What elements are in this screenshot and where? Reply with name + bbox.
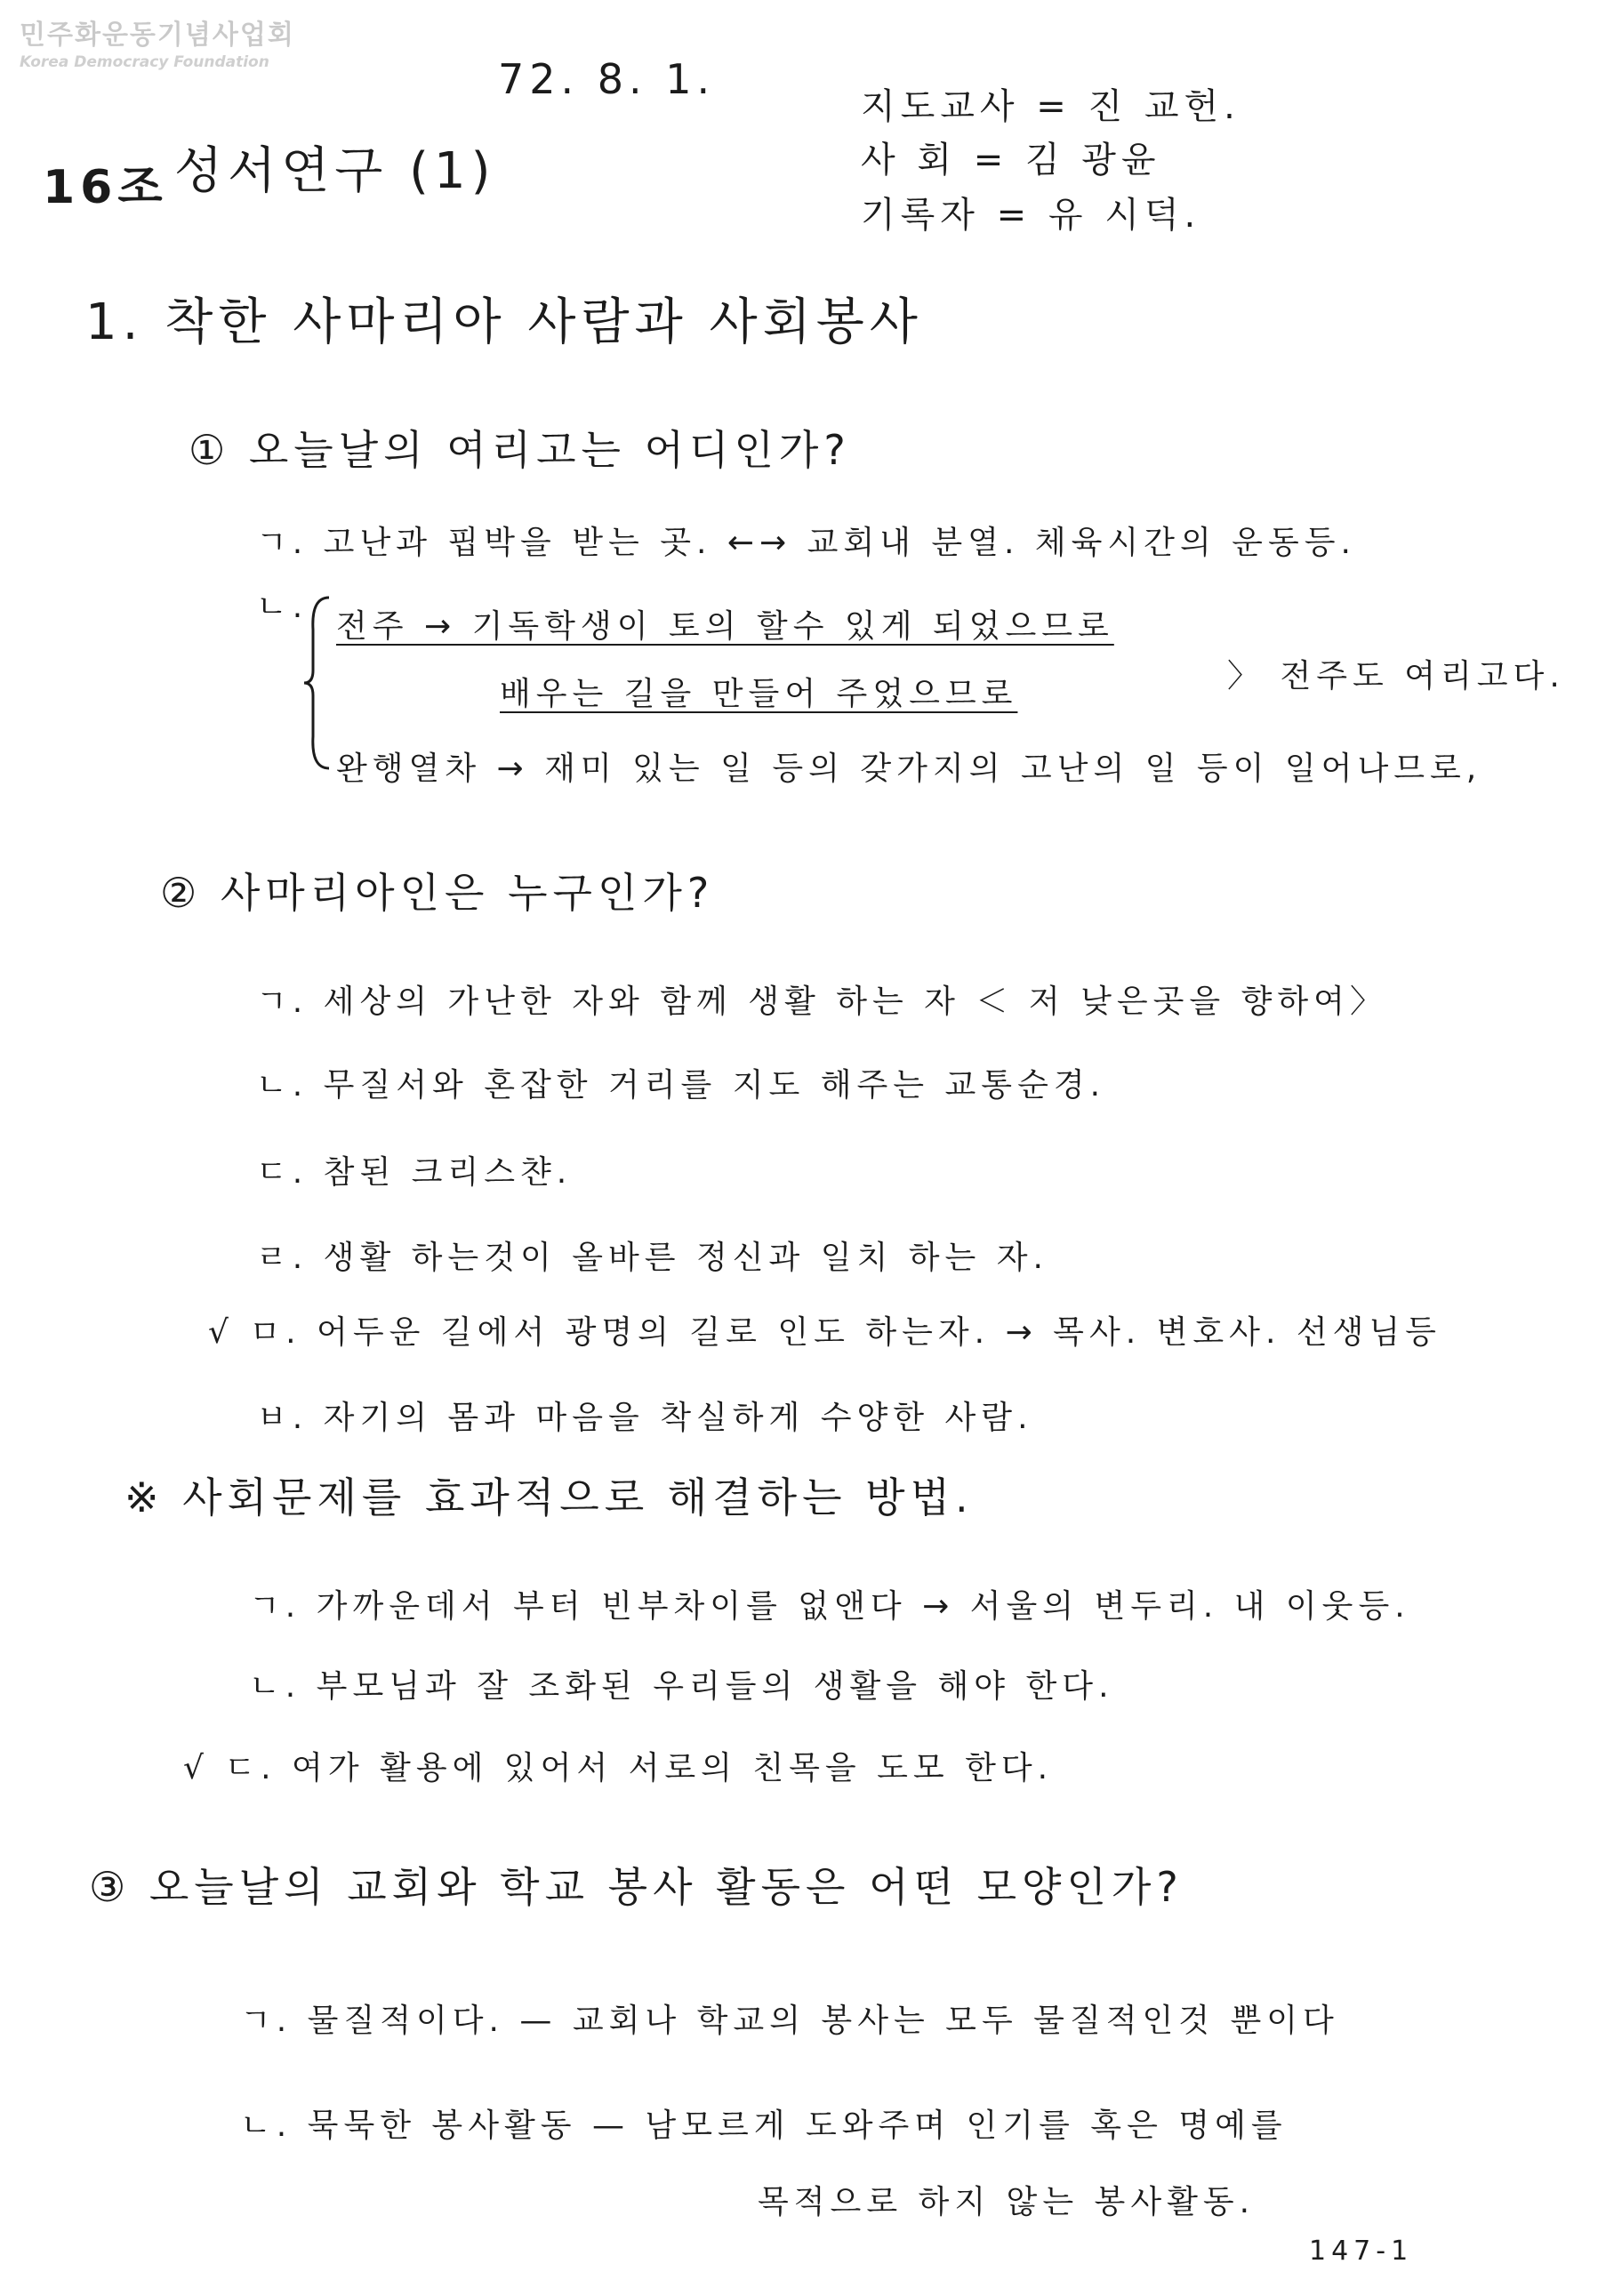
q1-train-reason: 완행열차 → 재미 있는 일 등의 갖가지의 고난의 일 등이 일어나므로, [336,751,1482,787]
q1-jeonju-reason-2: 배우는 길을 만들어 주었으므로 [500,676,1018,712]
q2-item-3: ㄷ. 참된 크리스챤. [256,1154,573,1191]
section-heading: 1. 착한 사마리아 사람과 사회봉사 [85,293,923,351]
recorder-line: 기록자 = 유 시덕. [861,195,1201,236]
social-problem-label: ※ 사회문제를 효과적으로 해결하는 방법. [124,1473,974,1521]
q1-answer-b-marker: ㄴ. [256,589,309,625]
q3-answer-b-continued: 목적으로 하지 않는 봉사활동. [758,2184,1256,2220]
document-date: 72. 8. 1. [498,55,716,103]
q2-item-1: ㄱ. 세상의 가난한 자와 함께 생활 하는 자 ＜ 저 낮은곳을 향하여〉 [256,983,1387,1020]
question-3-label: ③ 오늘날의 교회와 학교 봉사 활동은 어떤 모양인가? [89,1863,1184,1911]
q2-item-5: √ ㅁ. 어두운 길에서 광명의 길로 인도 하는자. → 목사. 변호사. 선생님등 [208,1314,1441,1351]
q2-item-6: ㅂ. 자기의 몸과 마음을 착실하게 수양한 사람. [256,1400,1033,1436]
moderator-line: 사 회 = 김 광윤 [861,140,1161,181]
q3-answer-b: ㄴ. 묵묵한 봉사활동 — 남모르게 도와주며 인기를 혹은 명예를 [240,2107,1288,2144]
social-item-3: √ ㄷ. 여가 활용에 있어서 서로의 친목을 도모 한다. [183,1750,1054,1786]
q3-answer-a: ㄱ. 물질적이다. — 교회나 학교의 봉사는 모두 물질적인것 뿐이다 [240,2003,1339,2039]
q1-answer-a: ㄱ. 고난과 핍박을 받는 곳. ←→ 교회내 분열. 체육시간의 운동등. [256,525,1356,561]
question-2-label: ② 사마리아인은 누구인가? [160,869,715,917]
q1-jeonju-reason: 전주 → 기독학생이 토의 할수 있게 되었으므로 [336,608,1114,645]
group-number: 16조 [43,161,168,214]
advisor-line: 지도교사 = 진 교헌. [861,86,1241,127]
social-item-1: ㄱ. 가까운데서 부터 빈부차이를 없앤다 → 서울의 변두리. 내 이웃등. [249,1588,1410,1625]
social-item-2: ㄴ. 부모님과 잘 조화된 우리들의 생활을 해야 한다. [249,1668,1114,1705]
brace-icon [302,594,333,772]
q2-item-2: ㄴ. 무질서와 혼잡한 거리를 지도 해주는 교통순경. [256,1067,1106,1104]
q1-jeonju-conclusion: 〉 전주도 여리고다. [1227,658,1565,694]
watermark-org-korean: 민주화운동기념사업회 [20,20,295,51]
q2-item-4: ㄹ. 생활 하는것이 올바른 정신과 일치 하는 자. [256,1240,1048,1276]
question-1-label: ① 오늘날의 여리고는 어디인가? [189,426,851,474]
document-title: 성서연구 (1) [174,142,496,200]
watermark-org-english: Korea Democracy Foundation [20,53,269,71]
page-note: 147-1 [1309,2236,1414,2267]
